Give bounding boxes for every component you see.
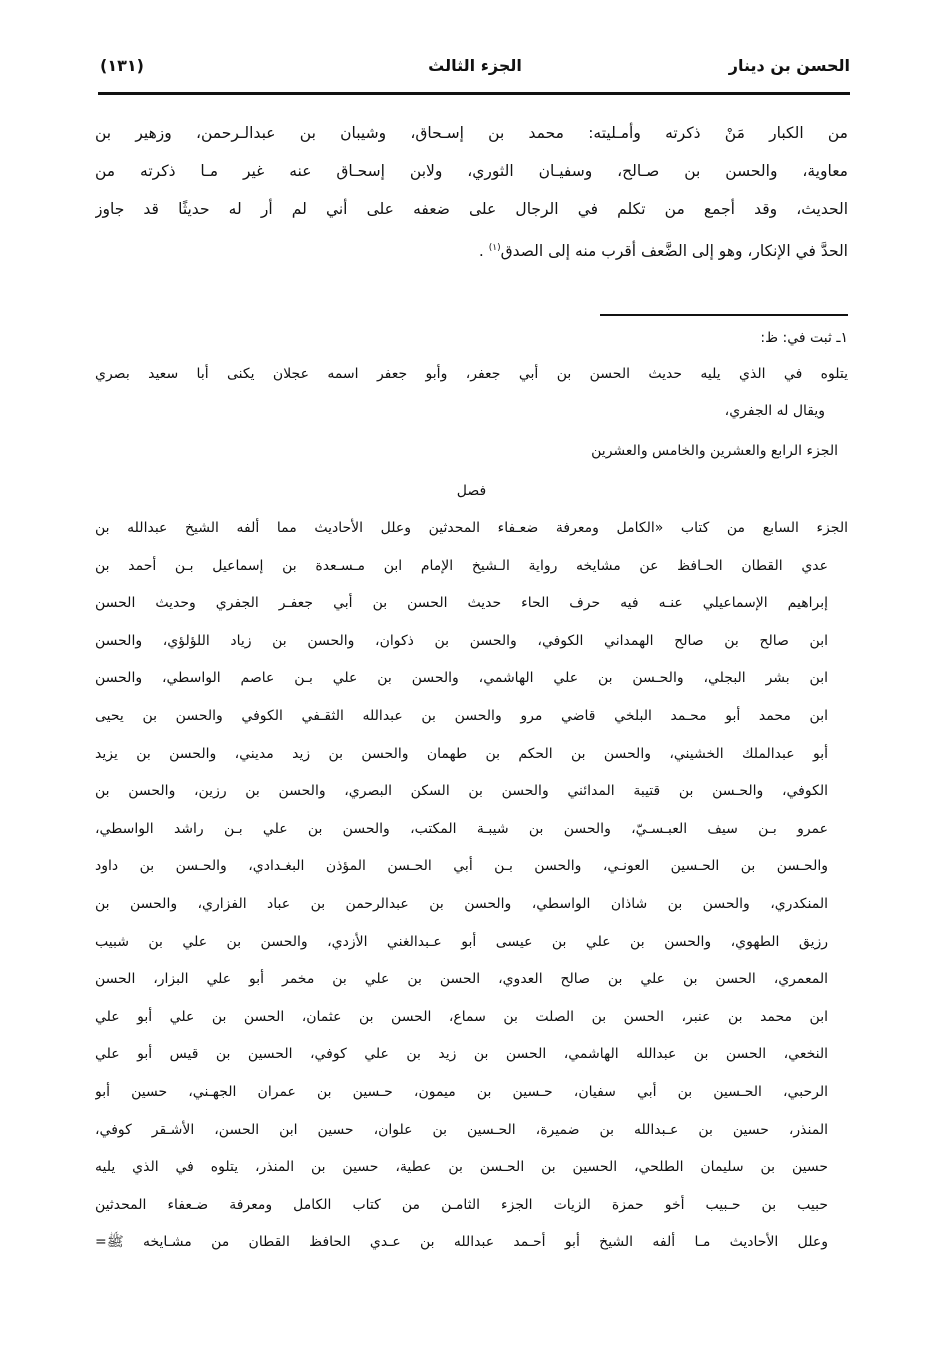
footnote-line: الجزء الرابع والعشرين والخامس والعشرين — [591, 443, 838, 459]
volume-title: الجزء الثالث — [428, 56, 522, 75]
footnote-paragraph-line: الرحبي، الحـسين بن أبي سفيان، حـسين بن ميمون، حـسين بن عمران الجهـني، حسين أبو — [95, 1084, 828, 1100]
main-text-line: معاوية، والحسن بن صـالح، وسفيـان الثوري، ولابن إسحـاق عنه غير مـا ذكرته من — [95, 162, 848, 180]
main-text-end: الحدَّ في الإنكار، وهو إلى الضَّعف أقرب منه إلى الصدق — [500, 242, 848, 261]
footnote-paragraph-line: أبو عبدالملك الخشيني، والحسن بن الحكم بن طهمان والحسن بن زيد مديني، والحسن بن يزيد — [95, 745, 828, 762]
footnote-paragraph-line: إبراهيم الإسماعيلي عنـه فيه حرف الحاء حديث الحسن بن أبي جعفـر الجفري وحديث الحسن — [95, 595, 828, 612]
footnote-paragraph-line: الجزء السابع من كتاب «الكامل ومعرفة ضعـفاء المحدثين وعلل الأحاديث مما ألفه الشيخ عبدالله بن — [95, 520, 848, 536]
footnote-paragraph-line: ابن محمد أبو محـمد البلخي قاضي مرو والحسن بن عبدالله الثقـفي الكوفي والحسن بن يحيى — [95, 708, 828, 724]
main-text-line: من الكبار مَنْ ذكرته وأمـليته: محمد بن إسـحاق، وشيبان بن عبدالـرحمن، وزهير بن — [95, 124, 848, 142]
footnote-paragraph-line: حسين بن سليمان الطلحي، الحسين بن الحـسن بن عطية، حسين بن المنذر، يتلوه في الذي يليه — [95, 1159, 828, 1176]
section-heading: فصل — [456, 483, 487, 499]
footnote-line: ويقال له الجفري، — [724, 403, 825, 419]
footnote-paragraph-line: المنذر، حسين بن عـبدالله بن ضميرة، الحـسين بن علوان، حسين ابن الحسن، الأشـقر كوفي، — [95, 1121, 828, 1138]
footnote-label: ١ـ ثبت في: ظ: — [760, 330, 848, 346]
footnote-line: يتلوه في الذي يليه حديث الحسن بن أبي جعفر، وأبو جعفر اسمه عجلان يكنى أبا سعيد بصري — [95, 366, 848, 382]
footnote-paragraph-line: حبيب بن حـبيب أخو حمزة الزيات الجزء الثامـن من كتاب الكامل ومعرفة ضـعفاء المحدثين — [95, 1196, 828, 1213]
footnote-paragraph-line: النخعي، الحسن بن عبدالله الهاشمي، الحسن بن زيد بن علي كوفي، الحسين بن قيس أبو علي — [95, 1046, 828, 1063]
footnote-paragraph-line: الكوفي، والحـسن بن قتيبة المدائني والحسن بن السكن البصري، والحسن بن رزين، والحسن بن — [95, 783, 828, 800]
page-header — [100, 56, 850, 84]
running-title: الحسن بن دينار — [728, 56, 850, 75]
footnote-paragraph-line: وعلل الأحاديث مـا ألفه الشيخ أبو أحـمد عبدالله بن عـدي الحافظ القطان من مشـايخه ﷺ= — [95, 1234, 828, 1251]
footnote-marker: (١) — [488, 243, 501, 253]
footnote-paragraph-line: ابن بشر البجلي، والحـسن بن علي الهاشمي، والحسن بن علي بـن عاصم الواسطي، والحسن — [95, 670, 828, 687]
full-stop: . — [478, 242, 484, 261]
header-rule — [98, 92, 850, 95]
footnote-paragraph-line: المعمري، الحسن بن علي بن صالح العدوي، الحسن بن علي بن مخمر أبو علي البزار، الحسن — [95, 971, 828, 988]
footnote-paragraph-line: عمرو بـن سيف العبـسـيّ، والحسن بن شيبـة المكتب، والحسن بن علي بـن راشد الواسطي، — [95, 820, 828, 837]
footnote-rule — [600, 314, 848, 316]
footnote-paragraph-line: عدي القطان الحـافظ عن مشايخه رواية الـشيخ الإمام ابن مـسـعدة بن إسماعيل بـن أحمد بن — [95, 557, 828, 574]
main-text-line-last — [95, 237, 848, 261]
footnote-paragraph-line: والحـسن بن الحـسين العونـي، والحسن بـن أبي الحـسن المؤذن البغـدادي، والحـسن بن داود — [95, 858, 828, 875]
footnote-paragraph-line: ابن محمد بن عنبر، الحسن بن الصلت بن سماع، الحسن بن عثمان، الحسن بن علي أبو علي — [95, 1008, 828, 1025]
footnote-paragraph-line: المنكدري، والحسن بن شاذان الواسطي، والحسن بن عبدالرحمن بن عباد الفزاري، والحسن بن — [95, 896, 828, 912]
footnote-paragraph-line: رزيق الطهوي، والحسن بن علي بن عيسى أبو عـبدالغني الأزدي، والحسن بن علي بن شبيب — [95, 933, 828, 950]
footnote-paragraph-line: ابن صالح بن صالح الهمداني الكوفي، والحسن بن ذكوان، والحسن بن زياد اللؤلؤي، والحسن — [95, 632, 828, 649]
main-text-line: الحديث، وقد أجمع من تكلم في الرجال على ضعفه على أني لم أر له حديثًا قد جاوز — [95, 200, 848, 218]
page-number: (١٣١) — [100, 56, 144, 75]
